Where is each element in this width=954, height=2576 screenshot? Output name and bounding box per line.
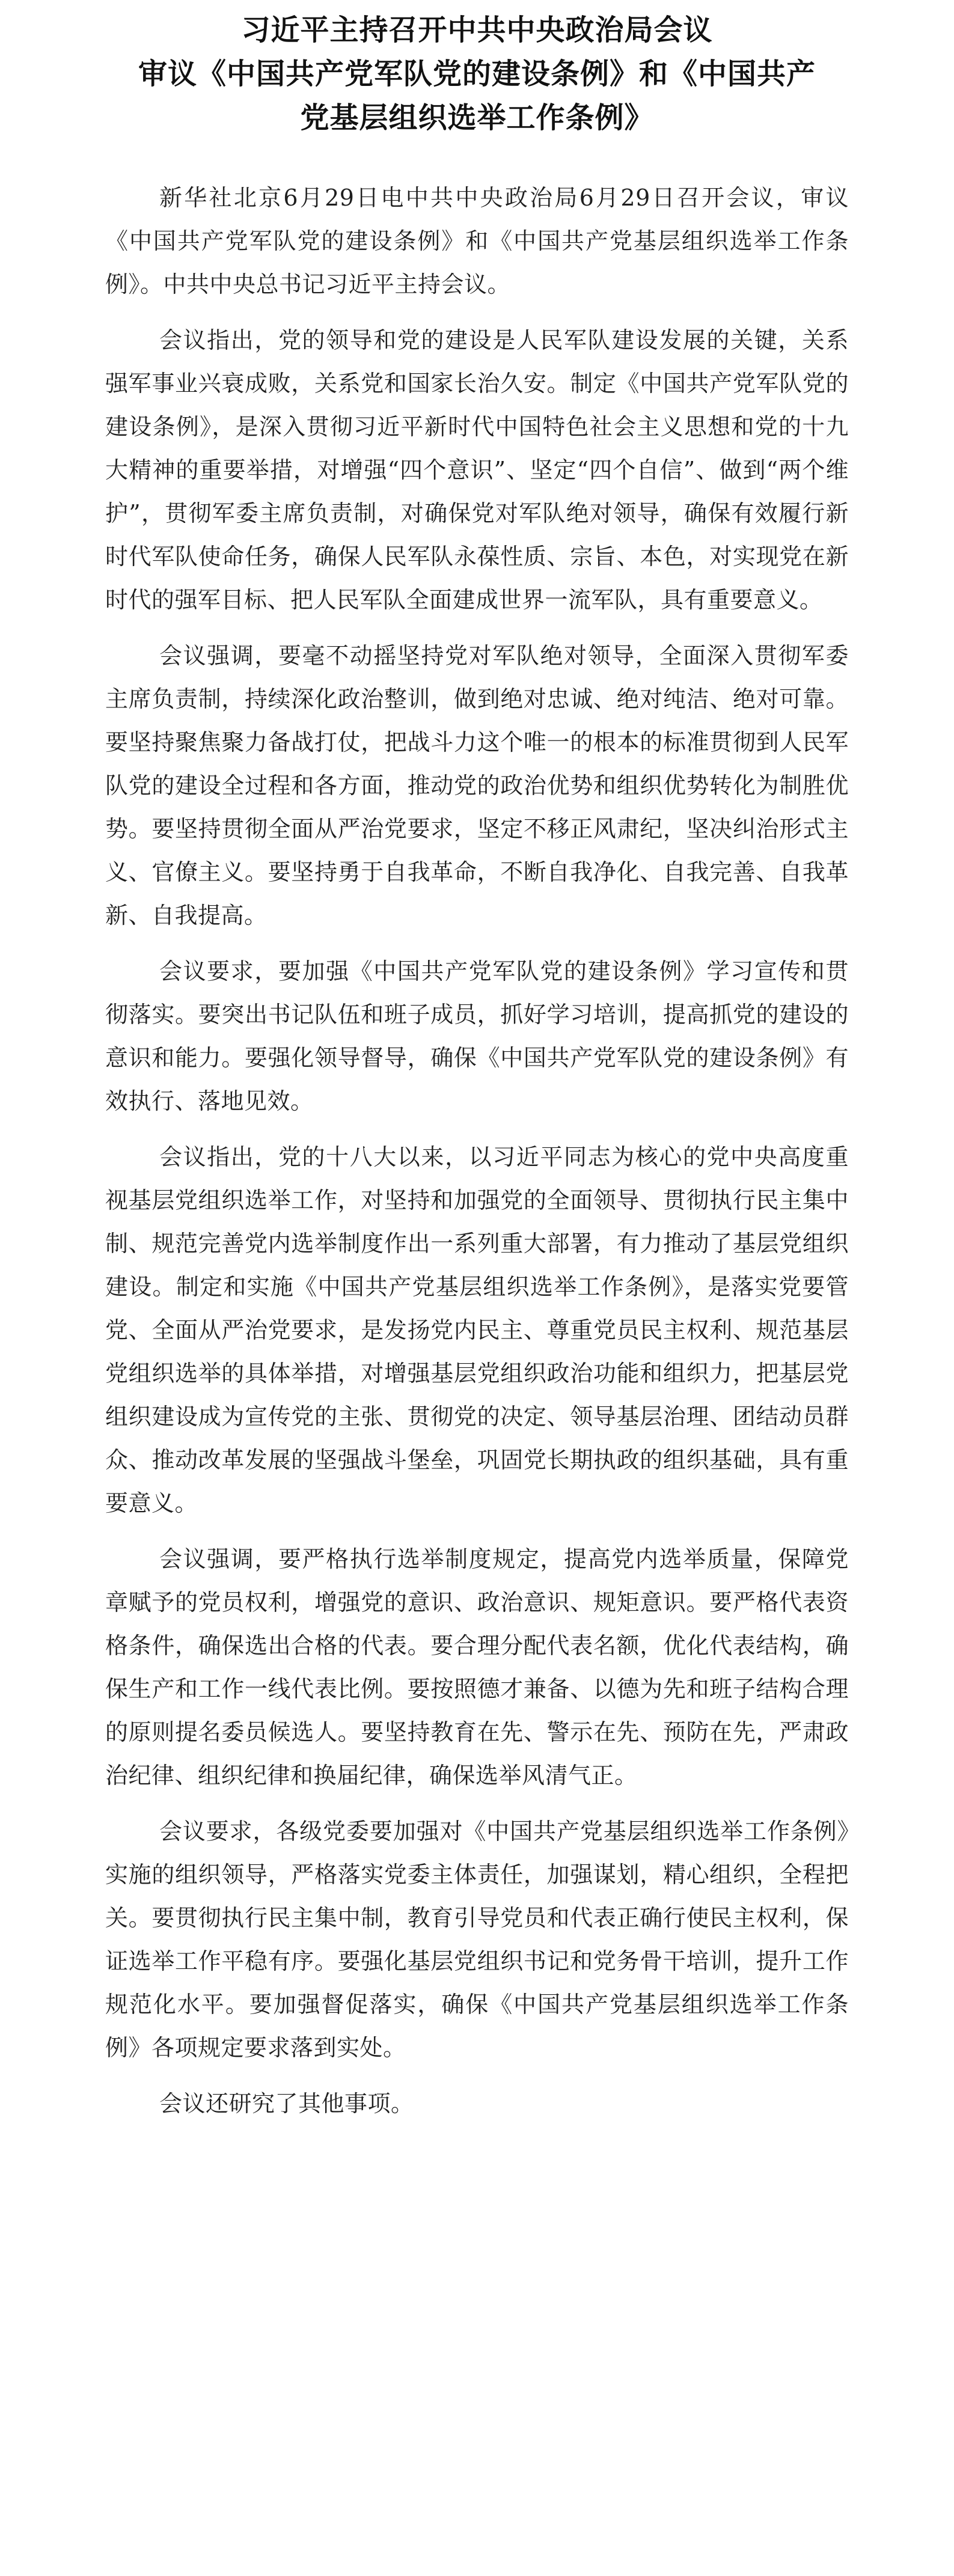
headline-line-1: 习近平主持召开中共中央政治局会议	[241, 13, 713, 47]
paragraph-election-requirements: 会议要求，各级党委要加强对《中国共产党基层组织选举工作条例》实施的组织领导，严格落实党委主体责任，加强谋划，精心组织，全程把关。要贯彻执行民主集中制，教育引导党员和代表正确行使民主权利，保证选举工作平稳有序。要强化基层党组织书记和党务骨干培训，提升工作规范化水平。要加强督促落实，确保《中国共产党基层组织选举工作条例》各项规定要求落到实处。	[105, 1818, 849, 2061]
headline-line-2: 审议《中国共产党军队党的建设条例》和《中国共产	[138, 57, 816, 91]
paragraph-military-party-emphasis: 会议强调，要毫不动摇坚持党对军队绝对领导，全面深入贯彻军委主席负责制，持续深化政治整训，做到绝对忠诚、绝对纯洁、绝对可靠。要坚持聚焦聚力备战打仗，把战斗力这个唯一的根本的标准贯彻到人民军队党的建设全过程和各方面，推动党的政治优势和组织优势转化为制胜优势。要坚持贯彻全面从严治党要求，坚定不移正风肃纪，坚决纠治形式主义、官僚主义。要坚持勇于自我革命，不断自我净化、自我完善、自我革新、自我提高。	[105, 642, 849, 929]
paragraph-election-significance: 会议指出，党的十八大以来，以习近平同志为核心的党中央高度重视基层党组织选举工作，对坚持和加强党的全面领导、贯彻执行民主集中制、规范完善党内选举制度作出一系列重大部署，有力推动了基层党组织建设。制定和实施《中国共产党基层组织选举工作条例》，是落实党要管党、全面从严治党要求，是发扬党内民主、尊重党员民主权利、规范基层党组织选举的具体举措，对增强基层党组织政治功能和组织力，把基层党组织建设成为宣传党的主张、贯彻党的决定、领导基层治理、团结动员群众、推动改革发展的坚强战斗堡垒，巩固党长期执政的组织基础，具有重要意义。	[105, 1144, 849, 1516]
paragraph-military-party-requirements: 会议要求，要加强《中国共产党军队党的建设条例》学习宣传和贯彻落实。要突出书记队伍和班子成员，抓好学习培训，提高抓党的建设的意识和能力。要强化领导督导，确保《中国共产党军队党的建设条例》有效执行、落地见效。	[105, 958, 849, 1114]
headline	[105, 8, 849, 140]
paragraph-military-party-significance: 会议指出，党的领导和党的建设是人民军队建设发展的关键，关系强军事业兴衰成败，关系党和国家长治久安。制定《中国共产党军队党的建设条例》，是深入贯彻习近平新时代中国特色社会主义思想和党的十九大精神的重要举措，对增强“四个意识”、坚定“四个自信”、做到“两个维护”，贯彻军委主席负责制，对确保党对军队绝对领导，确保有效履行新时代军队使命任务，确保人民军队永葆性质、宗旨、本色，对实现党在新时代的强军目标、把人民军队全面建成世界一流军队，具有重要意义。	[105, 327, 849, 613]
article-body	[105, 176, 849, 2125]
paragraph-dateline: 新华社北京6月29日电中共中央政治局6月29日召开会议，审议《中国共产党军队党的建设条例》和《中国共产党基层组织选举工作条例》。中共中央总书记习近平主持会议。	[105, 185, 849, 298]
paragraph-closing: 会议还研究了其他事项。	[159, 2090, 414, 2117]
paragraph-election-emphasis: 会议强调，要严格执行选举制度规定，提高党内选举质量，保障党章赋予的党员权利，增强党的意识、政治意识、规矩意识。要严格代表资格条件，确保选出合格的代表。要合理分配代表名额，优化代表结构，确保生产和工作一线代表比例。要按照德才兼备、以德为先和班子结构合理的原则提名委员候选人。要坚持教育在先、警示在先、预防在先，严肃政治纪律、组织纪律和换届纪律，确保选举风清气正。	[105, 1546, 849, 1789]
headline-line-3: 党基层组织选举工作条例》	[300, 101, 654, 135]
